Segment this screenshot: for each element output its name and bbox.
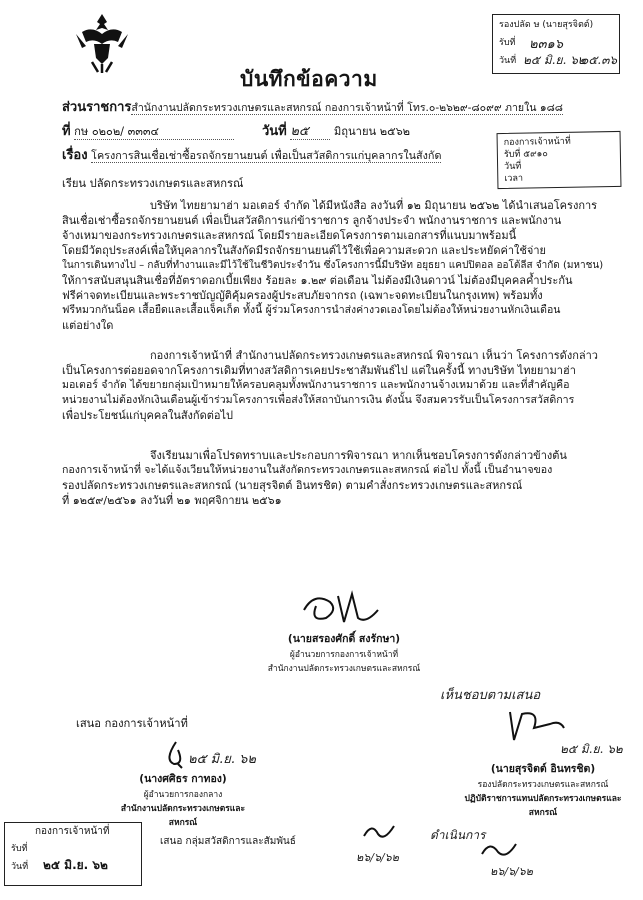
right-signatory-role: ปฏิบัติราชการแทนปลัดกระทรวงเกษตรและสหกรณ์ <box>464 794 622 818</box>
bottom-hand-note: ดำเนินการ <box>430 828 486 842</box>
salutation: เรียน ปลัดกระทรวงเกษตรและสหกรณ์ <box>62 177 244 190</box>
paragraph-consideration <box>62 348 622 423</box>
right-signatory-name: (นายสุรจิตต์ อินทรชิต) <box>490 763 596 775</box>
paragraph-line: บริษัท ไทยยามาฮ่า มอเตอร์ จำกัด ได้มีหนังสือ ลงวันที่ ๑๒ มิถุนายน ๒๕๖๒ ได้นำเสนอโครงการ <box>150 199 598 212</box>
right-signatory-position: รองปลัดกระทรวงเกษตรและสหกรณ์ <box>477 780 609 790</box>
paragraph-line: กองการเจ้าหน้าที่ จะได้แจ้งเวียนให้หน่วยงานในสังกัดกระทรวงเกษตรและสหกรณ์ ต่อไป ทั้งนี้ เป็นอำนาจของ <box>62 464 553 476</box>
left-propose-label: เสนอ กองการเจ้าหน้าที่ <box>76 717 188 730</box>
stamp-deputy-received-number: ๒๓๑๖ <box>529 37 563 52</box>
stamp-division-line3: วันที่ <box>504 161 522 172</box>
receipt-stamp-deputy <box>492 14 620 74</box>
paragraph-line: ในการเดินทางไป – กลับที่ทำงานและมีไว้ใช้ในชีวิตประจำวัน ซึ่งโครงการนี้มีบริษัท อยุธยา แคปปิตอล ออโต้ลีส จำกัด (มหาชน) <box>62 260 604 271</box>
stamp-division-line2: รับที่ ๕๙๑๐ <box>503 149 548 160</box>
signatory-position: ผู้อำนวยการกองการเจ้าหน้าที่ <box>289 650 399 660</box>
date-row <box>262 124 410 140</box>
left-signatory-name: (นางศศิธร กาทอง) <box>139 773 227 785</box>
stamp-bottom-line3: วันที่ <box>11 862 29 872</box>
paragraph-line: สินเชื่อเช่าซื้อรถจักรยานยนต์ เพื่อเป็นสวัสดิการแก่ข้าราชการ ลูกจ้างประจำ พนักงานราชการ และพนักงาน <box>62 214 562 227</box>
bottom-hand-date1: ๒๖/๖/๖๒ <box>356 851 399 864</box>
paragraph-line: เพื่อประโยชน์แก่บุคคลในสังกัดต่อไป <box>62 409 233 422</box>
dept-value: สำนักงานปลัดกระทรวงเกษตรและสหกรณ์ กองการเจ้าหน้าที่ โทร.๐-๒๖๒๙-๘๐๙๙ ภายใน ๑๘๘ <box>131 102 563 114</box>
approval-hand-note: เห็นชอบตามเสนอ <box>440 688 541 703</box>
signature-left-icon <box>160 740 190 774</box>
stamp-bottom-date: ๒๕ มิ.ย. ๖๒ <box>43 858 108 872</box>
left-hand-date: ๒๕ มิ.ย. ๖๒ <box>188 752 256 767</box>
paragraph-line: หน่วยงานไม่ต้องหักเงินเดือนผู้เข้าร่วมโครงการเพื่อส่งให้สถาบันการเงิน ดังนั้น จึงสมควรรับเป็นโครงการสวัสดิการ <box>62 394 575 406</box>
receipt-stamp-bottom <box>4 822 142 886</box>
paragraph-line: ฟรีหมวกกันน็อค เสื้อยืดและเสื้อแจ็คเก็ต ทั้งนี้ ผู้ร่วมโครงการนำส่งค่างวดเองโดยไม่ต้องให้หน่วยงานหักเงินเดือน <box>62 304 561 316</box>
signatory-block <box>254 630 434 675</box>
stamp-bottom-line2: รับที่ <box>11 844 28 854</box>
paragraph-proposal <box>62 198 622 333</box>
paragraph-line: รองปลัดกระทรวงเกษตรและสหกรณ์ (นายสุรจิตต์ อินทรชิต) ตามคำสั่งกระทรวงเกษตรและสหกรณ์ <box>62 479 523 492</box>
receipt-stamp-division <box>497 131 622 189</box>
paragraph-request <box>62 448 622 508</box>
left-signatory-position: ผู้อำนวยการกองกลาง <box>143 790 223 800</box>
paragraph-line: ฟรีค่าจดทะเบียนและพระราชบัญญัติคุ้มครองผู้ประสบภัยจากรถ (เฉพาะจดทะเบียนในกรุงเทพ) พร้อมทั้ง <box>62 289 543 302</box>
ref-row <box>62 124 234 140</box>
subject-label: เรื่อง <box>62 148 88 163</box>
stamp-bottom-line1: กองการเจ้าหน้าที่ <box>35 826 110 837</box>
paragraph-line: แต่อย่างใด <box>62 319 114 332</box>
stamp-deputy-line1: รองปลัด ษ (นายสุรจิตต์) <box>499 20 594 30</box>
paragraph-line: โดยมีวัตถุประสงค์เพื่อให้บุคลากรในสังกัดมีรถจักรยานยนต์ไว้ใช้เพื่อความสะดวก และประหยัดค่าใช้จ่าย <box>62 244 546 257</box>
date-label: วันที่ <box>262 124 287 139</box>
paragraph-line: ให้การสนับสนุนสินเชื่อที่อัตราดอกเบี้ยเพียง ร้อยละ ๑.๒๙ ต่อเดือน ไม่ต้องมีเงินดาวน์ ไม่ต้องมีบุคคลค้ำประกัน <box>62 274 573 287</box>
paragraph-line: มอเตอร์ จำกัด ได้ขยายกลุ่มเป้าหมายให้ครอบคลุมทั้งพนักงานราชการ และพนักงานจ้างเหมาด้วย และที่สำคัญคือ <box>62 379 570 391</box>
bottom-hand-date2: ๒๖/๖/๖๒ <box>490 865 533 878</box>
dept-label: ส่วนราชการ <box>62 100 132 115</box>
signatory-name: (นายสรองศักดิ์ สงรักษา) <box>287 633 401 645</box>
signature-bottom-icon <box>360 820 400 848</box>
paragraph-line: จึงเรียนมาเพื่อโปรดทราบและประกอบการพิจารณา หากเห็นชอบโครงการดังกล่าวข้างต้น <box>150 449 567 462</box>
page-title: บันทึกข้อความ <box>240 67 378 91</box>
signatory-org: สำนักงานปลัดกระทรวงเกษตรและสหกรณ์ <box>267 664 421 674</box>
stamp-division-line4: เวลา <box>504 173 524 184</box>
left-signatory-org: สำนักงานปลัดกระทรวงเกษตรและสหกรณ์ <box>120 804 246 828</box>
stamp-division-line1: กองการเจ้าหน้าที่ <box>503 136 571 148</box>
bottom-propose-label: เสนอ กลุ่มสวัสดิการและสัมพันธ์ <box>160 836 296 847</box>
stamp-deputy-time: ๐๕.๓๖ <box>581 53 618 67</box>
date-month-year: มิถุนายน ๒๕๖๒ <box>333 125 411 138</box>
paragraph-line: เป็นโครงการต่อยอดจากโครงการเดิมที่ทางสวัสดิการเคยประชาสัมพันธ์ไป แต่ในครั้งนี้ ทางบริษัท ไทยยามาฮ่า <box>62 364 576 377</box>
paragraph-line: ที่ ๑๒๕๙/๒๕๖๑ ลงวันที่ ๒๑ พฤศจิกายน ๒๕๖๑ <box>62 494 282 507</box>
stamp-deputy-received-label: รับที่ <box>499 38 516 48</box>
right-hand-date: ๒๕ มิ.ย. ๖๒ <box>560 742 623 756</box>
stamp-deputy-date: ๒๕ มิ.ย. ๖๒ <box>523 53 586 67</box>
paragraph-line: กองการเจ้าหน้าที่ สำนักงานปลัดกระทรวงเกษตรและสหกรณ์ พิจารณา เห็นว่า โครงการดังกล่าว <box>150 349 598 362</box>
date-day: ๒๕ <box>290 124 330 140</box>
right-signatory-block <box>458 760 628 819</box>
stamp-deputy-date-label: วันที่ <box>499 56 517 66</box>
ref-value: กษ ๐๒๐๒/ ๓๓๓๔ <box>74 124 234 140</box>
dept-row <box>62 100 563 116</box>
subject-row <box>62 148 441 163</box>
ref-label: ที่ <box>62 124 71 139</box>
garuda-emblem-icon <box>74 12 130 74</box>
signature-director-icon <box>300 588 390 632</box>
paragraph-line: จ้างเหมาของกระทรวงเกษตรและสหกรณ์ โดยมีรายละเอียดโครงการตามเอกสารที่แนบมาพร้อมนี้ <box>62 229 517 242</box>
subject-value: โครงการสินเชื่อเช่าซื้อรถจักรยานยนต์ เพื่อเป็นสวัสดิการแก่บุคลากรในสังกัด <box>91 149 442 162</box>
left-signatory-block <box>108 770 258 829</box>
